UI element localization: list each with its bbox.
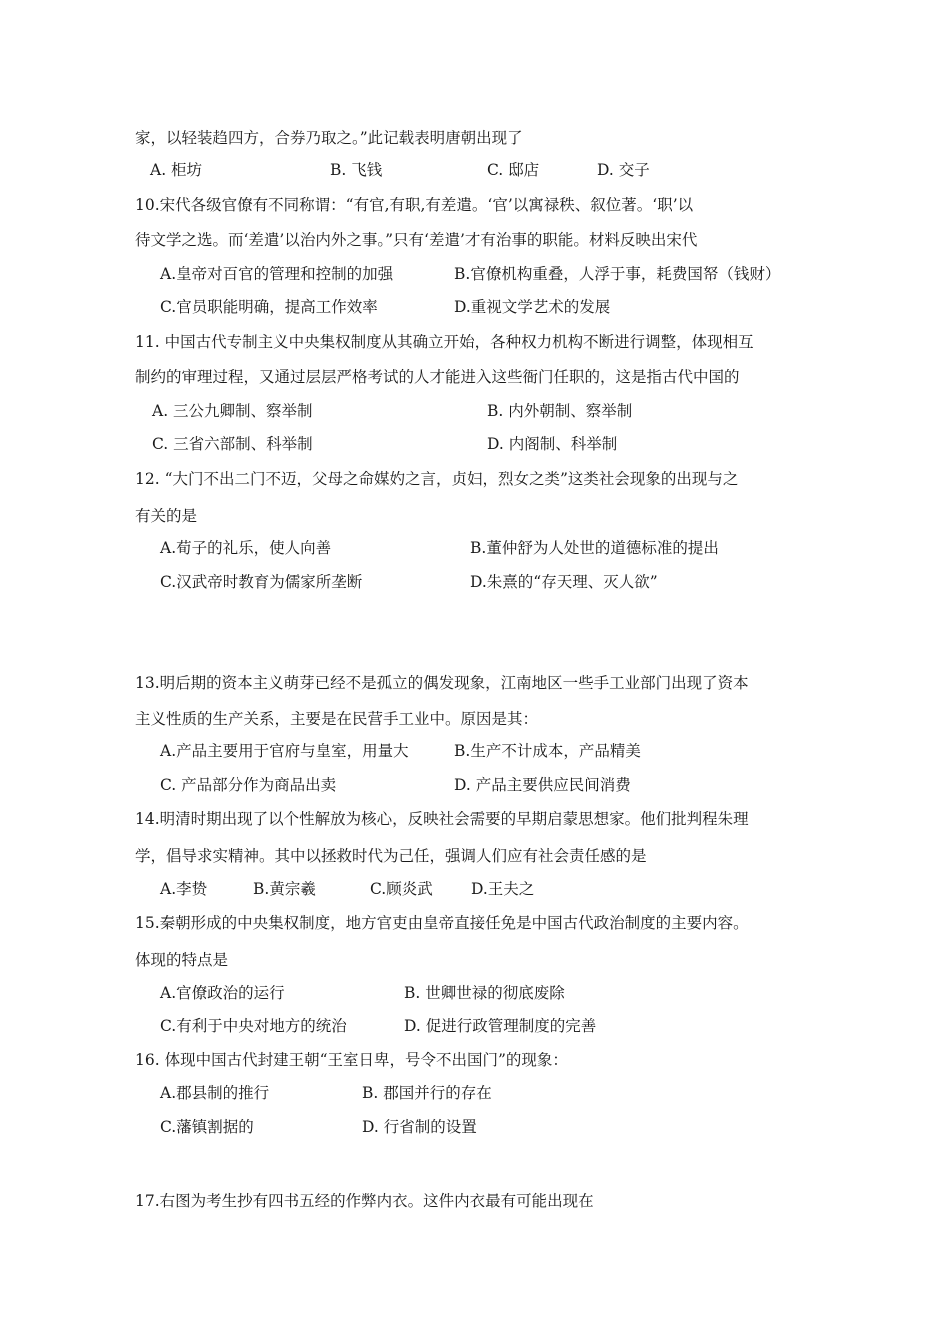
q14-stem-line-1: 14.明清时期出现了以个性解放为核心，反映社会需要的早期启蒙思想家。他们批判程朱理 xyxy=(135,810,749,828)
q9-stem-continuation: 家，以轻装趋四方，合券乃取之。”此记载表明唐朝出现了 xyxy=(135,129,523,147)
q16-option-a: A.郡县制的推行 xyxy=(160,1084,270,1102)
q13-option-a: A.产品主要用于官府与皇室，用量大 xyxy=(160,742,409,760)
q11-stem-line-1: 11. 中国古代专制主义中央集权制度从其确立开始，各种权力机构不断进行调整，体现相互 xyxy=(135,333,754,351)
q12-option-b: B.董仲舒为人处世的道德标准的提出 xyxy=(470,539,719,557)
q12-option-c: C.汉武帝时教育为儒家所垄断 xyxy=(160,573,363,591)
q14-option-d: D.王夫之 xyxy=(471,880,535,898)
q14-stem-line-2: 学，倡导求实精神。其中以拯救时代为己任，强调人们应有社会责任感的是 xyxy=(135,847,647,865)
q10-stem-line-2: 待文学之选。而‘差遣’以治内外之事。”只有‘差遣’才有治事的职能。材料反映出宋代 xyxy=(135,231,698,249)
q15-option-c: C.有利于中央对地方的统治 xyxy=(160,1017,347,1035)
q12-stem-line-1: 12. “大门不出二门不迈，父母之命媒妁之言，贞妇，烈女之类”这类社会现象的出现与之 xyxy=(135,470,739,488)
q15-option-a: A.官僚政治的运行 xyxy=(160,984,285,1002)
q14-option-b: B.黄宗羲 xyxy=(253,880,316,898)
q11-option-b: B. 内外朝制、察举制 xyxy=(487,402,633,420)
q9-option-d: D. 交子 xyxy=(597,161,650,179)
q12-option-a: A.荀子的礼乐，使人向善 xyxy=(160,539,332,557)
q16-option-b: B. 郡国并行的存在 xyxy=(362,1084,492,1102)
q10-option-d: D.重视文学艺术的发展 xyxy=(454,298,611,316)
q9-option-c: C. 邸店 xyxy=(487,161,540,179)
q15-stem-line-1: 15.秦朝形成的中央集权制度，地方官吏由皇帝直接任免是中国古代政治制度的主要内容。 xyxy=(135,914,749,932)
q13-option-b: B.生产不计成本，产品精美 xyxy=(454,742,641,760)
q14-option-c: C.顾炎武 xyxy=(370,880,433,898)
q11-stem-line-2: 制约的审理过程，又通过层层严格考试的人才能进入这些衙门任职的，这是指古代中国的 xyxy=(135,368,740,386)
q13-stem-line-1: 13.明后期的资本主义萌芽已经不是孤立的偶发现象，江南地区一些手工业部门出现了资本 xyxy=(135,674,749,692)
q12-stem-line-2: 有关的是 xyxy=(135,507,198,525)
q10-option-a: A.皇帝对百官的管理和控制的加强 xyxy=(160,265,394,283)
q13-stem-line-2: 主义性质的生产关系，主要是在民营手工业中。原因是其： xyxy=(135,710,539,728)
q10-option-b: B.官僚机构重叠，人浮于事，耗费国帑（钱财） xyxy=(454,265,781,283)
q16-option-c: C.藩镇割据的 xyxy=(160,1118,254,1136)
q12-option-d: D.朱熹的“存天理、灭人欲” xyxy=(470,573,658,591)
q11-option-c: C. 三省六部制、科举制 xyxy=(152,435,313,453)
q14-option-a: A.李贽 xyxy=(160,880,208,898)
q11-option-d: D. 内阁制、科举制 xyxy=(487,435,618,453)
q15-option-b: B. 世卿世禄的彻底废除 xyxy=(404,984,565,1002)
q9-option-b: B. 飞钱 xyxy=(330,161,383,179)
q10-option-c: C.官员职能明确，提高工作效率 xyxy=(160,298,378,316)
q15-option-d: D. 促进行政管理制度的完善 xyxy=(404,1017,597,1035)
q13-option-c: C. 产品部分作为商品出卖 xyxy=(160,776,337,794)
q13-option-d: D. 产品主要供应民间消费 xyxy=(454,776,631,794)
q9-option-a: A. 柜坊 xyxy=(150,161,203,179)
q10-stem-line-1: 10.宋代各级官僚有不同称谓：“有官,有职,有差遣。‘官’以寓禄秩、叙位著。‘职’以 xyxy=(135,196,694,214)
q17-stem-line-1: 17.右图为考生抄有四书五经的作弊内衣。这件内衣最有可能出现在 xyxy=(135,1192,594,1210)
q16-option-d: D. 行省制的设置 xyxy=(362,1118,477,1136)
q16-stem-line-1: 16. 体现中国古代封建王朝“王室日卑，号令不出国门”的现象： xyxy=(135,1051,568,1069)
q11-option-a: A. 三公九卿制、察举制 xyxy=(152,402,313,420)
q15-stem-line-2: 体现的特点是 xyxy=(135,951,229,969)
